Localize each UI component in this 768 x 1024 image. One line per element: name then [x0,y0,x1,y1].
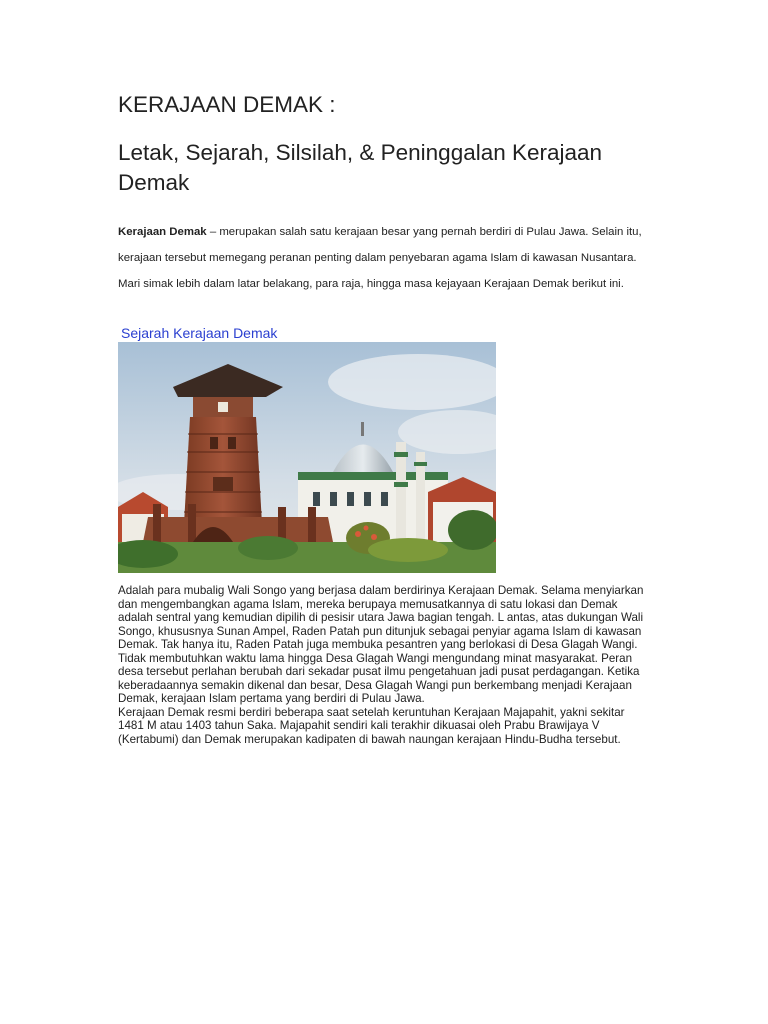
intro-paragraph [118,219,648,297]
section-heading-link[interactable]: Sejarah Kerajaan Demak [121,325,278,341]
body-paragraph-3: Kerajaan Demak resmi berdiri beberapa saat setelah keruntuhan Kerajaan Majapahit, yakni sekitar 1481 M atau 1403 tahun Saka. Majapahit sendiri kali terakhir dikuasai oleh Prabu Brawijaya V (Kertabumi) dan Demak merupakan kadipaten di bawah naungan kerajaan Hindu-Budha tersebut. [118,705,625,746]
body-paragraph-2: Tidak membutuhkan waktu lama hingga Desa Glagah Wangi mengundang minat masyarakat. Peran desa tersebut perlahan berubah dari sekadar pusat ilmu pengetahuan jadi pusat perdagangan. Ketika keberadaannya semakin dikenal dan besar, Desa Glagah Wangi pun berkembang menjadi Kerajaan Demak, kerajaan Islam pertama yang berdiri di Pulau Jawa. [118,651,640,705]
intro-text: – merupakan salah satu kerajaan besar yang pernah berdiri di Pulau Jawa. Selain itu, kerajaan tersebut memegang peranan penting dalam penyebaran agama Islam di kawasan Nusantara. Mari simak lebih dalam latar belakang, para raja, hingga masa kejayaan Kerajaan Demak berikut ini. [118,226,642,290]
body-paragraph-1: Adalah para mubalig Wali Songo yang berjasa dalam berdirinya Kerajaan Demak. Selama menyiarkan dan mengembangkan agama Islam, mereka berupaya memusatkannya di satu lokasi dan Demak adalah sentral yang kemudian dipilih di pesisir utara Jawa bagian tengah. L antas, atas dukungan Wali Songo, khususnya Sunan Ampel, Raden Patah pun ditunjuk sebagai penyiar agama Islam di kawasan Demak. Tak hanya itu, Raden Patah juga membuka pesantren yang berlokasi di Desa Glagah Wangi. [118,584,644,651]
page-title: KERAJAAN DEMAK : [118,92,336,117]
intro-bold-term: Kerajaan Demak [118,226,207,238]
page-subtitle: Letak, Sejarah, Silsilah, & Peninggalan Kerajaan Demak [118,140,603,195]
mosque-tower-illustration [118,342,496,573]
article-body [118,584,653,746]
menara-kudus-photo [118,342,496,573]
